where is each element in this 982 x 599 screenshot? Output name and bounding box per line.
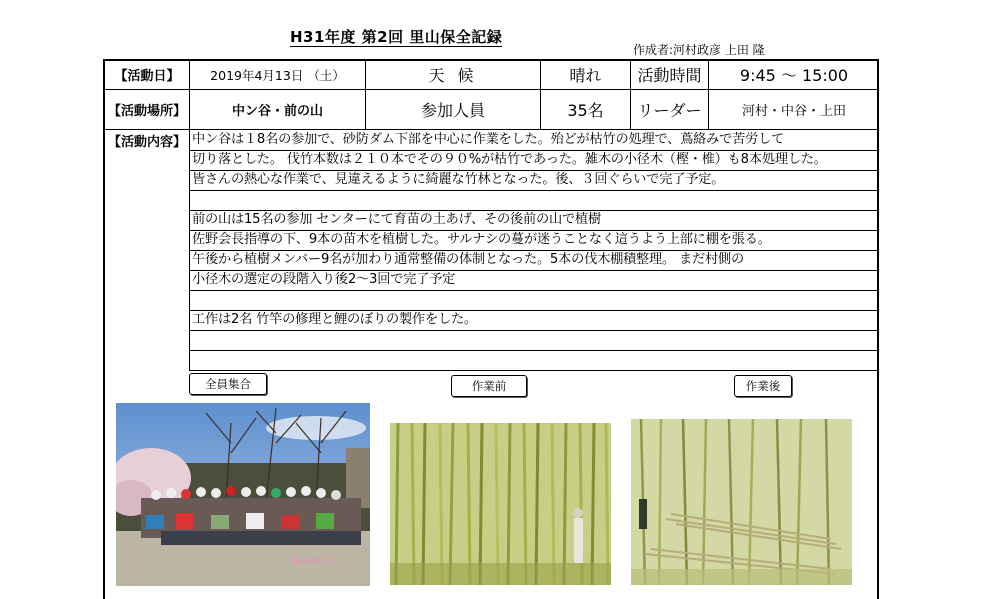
leader-label: リーダー — [637, 101, 702, 120]
photo-date-stamp: 2019/04/13 — [291, 557, 334, 565]
content-line: 皆さんの熱心な作業で、見違えるように綺麗な竹林となった。後、３回ぐらいで完了予定。 — [192, 172, 725, 187]
content-line: 午後から植樹メンバー9名が加わり通常整備の体制となった。5本の伐木棚積整理。 まだ村側の — [192, 252, 744, 267]
group-photo — [116, 403, 370, 586]
author-line: 作成者:河村政彦 上田 隆 — [633, 43, 765, 57]
place-value: 中ン谷・前の山 — [231, 104, 323, 119]
page-title: H31年度 第2回 里山保全記録 — [290, 28, 503, 46]
weather-value: 晴れ — [569, 66, 602, 85]
content-line: 中ン谷は１8名の参加で、砂防ダム下部を中心に作業をした。殆どが枯竹の処理で、蔦絡みで苦労して — [192, 132, 785, 147]
date-label: 【活動日】 — [114, 69, 180, 84]
time-value: 9:45 ～ 15:00 — [739, 66, 849, 85]
after-photo — [631, 419, 852, 585]
before-photo-label: 作業前 — [451, 375, 527, 397]
content-line: 切り落とした。 伐竹本数は２１０本でその９０%が枯竹であった。雑木の小径木（樫・椎）も8本処理した。 — [192, 152, 827, 167]
content-line: 工作は2名 竹竿の修理と鯉のぼりの製作をした。 — [192, 312, 477, 327]
content-rule — [189, 290, 879, 291]
content-rule — [189, 370, 879, 371]
date-value: 2019年4月13日 （土） — [210, 67, 345, 83]
place-label: 【活動場所】 — [107, 104, 186, 119]
members-value: 35名 — [567, 101, 604, 120]
after-photo-label: 作業後 — [734, 375, 792, 397]
time-label: 活動時間 — [637, 66, 702, 85]
leader-value: 河村・中谷・上田 — [741, 104, 846, 119]
content-rule — [189, 350, 879, 351]
content-line: 小径木の選定の段階入り後2～3回で完了予定 — [192, 272, 456, 287]
content-line: 前の山は15名の参加 センターにて育苗の土あげ、その後前の山で植樹 — [192, 212, 601, 227]
before-photo — [390, 423, 611, 585]
content-rule — [189, 330, 879, 331]
content-label: 【活動内容】 — [107, 134, 186, 150]
content-rule — [189, 190, 879, 191]
group-photo-label: 全員集合 — [189, 373, 267, 395]
row2-divider — [103, 129, 879, 130]
members-label: 参加人員 — [420, 101, 485, 120]
content-line: 佐野会長指導の下、9本の苗木を植樹した。サルナシの蔓が迷うことなく這うよう上部に棚を張る。 — [192, 232, 771, 247]
weather-label: 天 候 — [428, 66, 478, 85]
